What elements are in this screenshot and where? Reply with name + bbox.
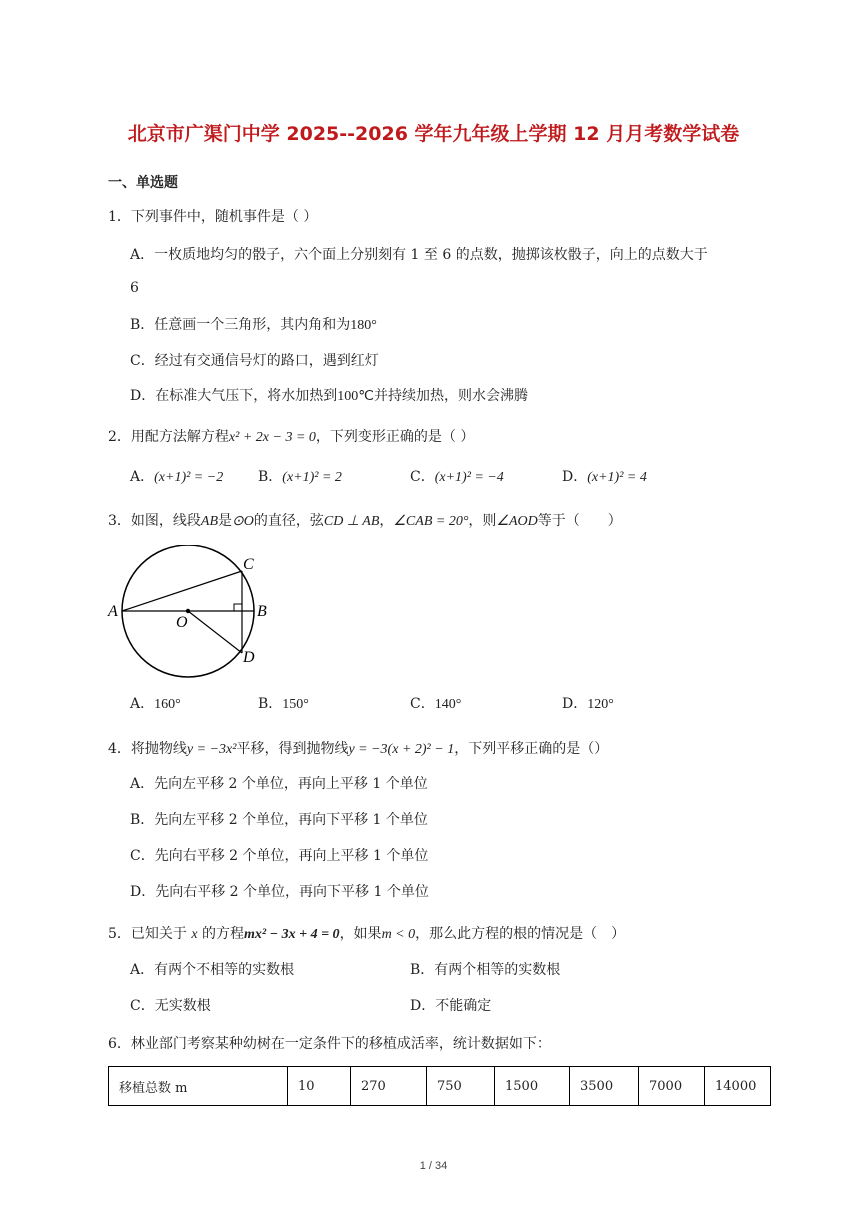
q4-option-d: D．先向右平移 2 个单位，再向下平移 1 个单位 bbox=[130, 884, 429, 900]
q5-text-1: 5．已知关于 bbox=[108, 926, 192, 942]
q1-option-c: C．经过有交通信号灯的路口，遇到红灯 bbox=[130, 353, 379, 369]
table-cell: 10 bbox=[288, 1067, 351, 1106]
q3-option-d bbox=[562, 693, 614, 713]
q3-math-circle: ⊙O bbox=[232, 514, 254, 529]
q1-option-a-cont: 6 bbox=[130, 280, 139, 296]
table-row bbox=[109, 1067, 771, 1106]
q5-math-condition: m < 0 bbox=[381, 927, 416, 942]
q5-text-3: ，如果 bbox=[339, 926, 382, 942]
q2-stem bbox=[108, 426, 474, 446]
q2-option-d-label: D． bbox=[562, 469, 588, 485]
q5-math-x: x bbox=[191, 927, 198, 942]
q5-math-equation: mx² − 3x + 4 = 0 bbox=[244, 927, 340, 942]
q2-option-c-math: (x+1)² = −4 bbox=[434, 470, 504, 485]
q4-option-c: C．先向右平移 2 个单位，再向上平移 1 个单位 bbox=[130, 848, 429, 864]
q2-option-c bbox=[410, 466, 504, 486]
q3-option-b-math: 150° bbox=[282, 697, 309, 712]
q5-text-4: ，那么此方程的根的情况是（ ） bbox=[415, 926, 626, 942]
right-angle-mark bbox=[234, 604, 242, 611]
q4-option-a: A．先向左平移 2 个单位，再向上平移 1 个单位 bbox=[130, 776, 428, 792]
table-cell: 14000 bbox=[705, 1067, 771, 1106]
q3-circle-diagram bbox=[100, 545, 290, 680]
q3-text-6: 等于（ ） bbox=[537, 513, 622, 529]
q2-option-b bbox=[258, 466, 342, 486]
q1-option-d-post: 并持续加热，则水会沸腾 bbox=[373, 388, 528, 404]
q3-text-3: 的直径，弦 bbox=[253, 513, 324, 529]
q2-option-d-math: (x+1)² = 4 bbox=[587, 470, 647, 485]
q3-math-ab: AB bbox=[200, 514, 219, 529]
label-c: C bbox=[243, 556, 254, 573]
label-a: A bbox=[108, 603, 118, 620]
label-d: D bbox=[243, 649, 255, 666]
q3-text-4: ， bbox=[379, 513, 394, 529]
q3-option-a-label: A． bbox=[130, 696, 155, 712]
page-number: 1 / 34 bbox=[419, 1160, 448, 1172]
q4-option-b: B．先向左平移 2 个单位，再向下平移 1 个单位 bbox=[130, 812, 428, 828]
q3-math-perp: CD ⊥ AB bbox=[323, 514, 380, 529]
center-point bbox=[186, 609, 190, 613]
q1-option-b bbox=[130, 314, 377, 334]
q2-option-a bbox=[130, 466, 223, 486]
table-header-cell: 移植总数 m bbox=[109, 1067, 288, 1106]
q4-math-2: y = −3(x + 2)² − 1 bbox=[348, 742, 455, 757]
q2-stem-post: ，下列变形正确的是（ ） bbox=[315, 429, 475, 445]
label-b: B bbox=[257, 603, 267, 620]
q3-option-b bbox=[258, 693, 309, 713]
q3-option-a-math: 160° bbox=[154, 697, 181, 712]
q4-math-1: y = −3x² bbox=[186, 742, 237, 757]
q3-option-c-math: 140° bbox=[434, 697, 462, 712]
q3-math-angle: ∠CAB = 20° bbox=[393, 514, 469, 529]
table-cell: 750 bbox=[427, 1067, 495, 1106]
q3-text-2: 是 bbox=[218, 513, 233, 529]
q6-stem: 6．林业部门考察某种幼树在一定条件下的移植成活率，统计数据如下： bbox=[108, 1036, 551, 1052]
q2-option-b-math: (x+1)² = 2 bbox=[282, 470, 342, 485]
q4-text-1: 4．将抛物线 bbox=[108, 741, 187, 757]
segment-od bbox=[188, 611, 242, 653]
q3-option-d-math: 120° bbox=[587, 697, 614, 712]
q1-option-b-math: 180° bbox=[350, 318, 377, 333]
q3-option-c-label: C． bbox=[410, 696, 435, 712]
q2-equation: x² + 2x − 3 = 0 bbox=[228, 430, 316, 445]
q3-option-a bbox=[130, 693, 181, 713]
q3-option-c bbox=[410, 693, 461, 713]
q5-option-b: B．有两个相等的实数根 bbox=[410, 962, 561, 978]
label-o: O bbox=[176, 614, 188, 631]
q5-stem bbox=[108, 923, 625, 943]
exam-title: 北京市广渠门中学 2025--2026 学年九年级上学期 12 月月考数学试卷 bbox=[127, 123, 740, 145]
q1-option-a: A．一枚质地均匀的骰子，六个面上分别刻有 1 至 6 的点数，抛掷该枚骰子，向上的点数大于 bbox=[130, 247, 708, 263]
section-heading: 一、单选题 bbox=[108, 175, 178, 191]
q5-option-d: D．不能确定 bbox=[410, 998, 492, 1014]
q3-option-d-label: D． bbox=[562, 696, 588, 712]
q5-text-2: 的方程 bbox=[197, 926, 245, 942]
q2-option-a-label: A． bbox=[130, 469, 155, 485]
q4-text-3: ，下列平移正确的是（） bbox=[454, 741, 609, 757]
q5-option-a: A．有两个不相等的实数根 bbox=[130, 962, 295, 978]
q3-text-1: 3．如图，线段 bbox=[108, 513, 201, 529]
q1-option-d-pre: D．在标准大气压下，将水加热到 bbox=[130, 388, 338, 404]
q1-option-d bbox=[130, 385, 528, 405]
q4-text-2: 平移，得到抛物线 bbox=[236, 741, 349, 757]
q3-stem bbox=[108, 510, 622, 530]
table-cell: 7000 bbox=[639, 1067, 705, 1106]
q2-stem-pre: 2．用配方法解方程 bbox=[108, 429, 229, 445]
q4-stem bbox=[108, 738, 608, 758]
table-cell: 1500 bbox=[495, 1067, 570, 1106]
q2-option-b-label: B． bbox=[258, 469, 283, 485]
q3-math-aod: ∠AOD bbox=[496, 514, 538, 529]
q2-option-a-math: (x+1)² = −2 bbox=[154, 470, 224, 485]
q2-option-d bbox=[562, 466, 647, 486]
q5-option-c: C．无实数根 bbox=[130, 998, 211, 1014]
chord-ac bbox=[122, 571, 242, 611]
table-cell: 270 bbox=[351, 1067, 427, 1106]
q3-option-b-label: B． bbox=[258, 696, 283, 712]
q1-option-b-text: B．任意画一个三角形，其内角和为 bbox=[130, 317, 351, 333]
transplant-table bbox=[108, 1066, 771, 1106]
q1-option-d-math: 100℃ bbox=[337, 389, 374, 404]
table-cell: 3500 bbox=[570, 1067, 639, 1106]
q2-option-c-label: C． bbox=[410, 469, 435, 485]
q1-stem: 1．下列事件中，随机事件是（ ） bbox=[108, 209, 318, 225]
q3-text-5: ，则 bbox=[468, 513, 497, 529]
